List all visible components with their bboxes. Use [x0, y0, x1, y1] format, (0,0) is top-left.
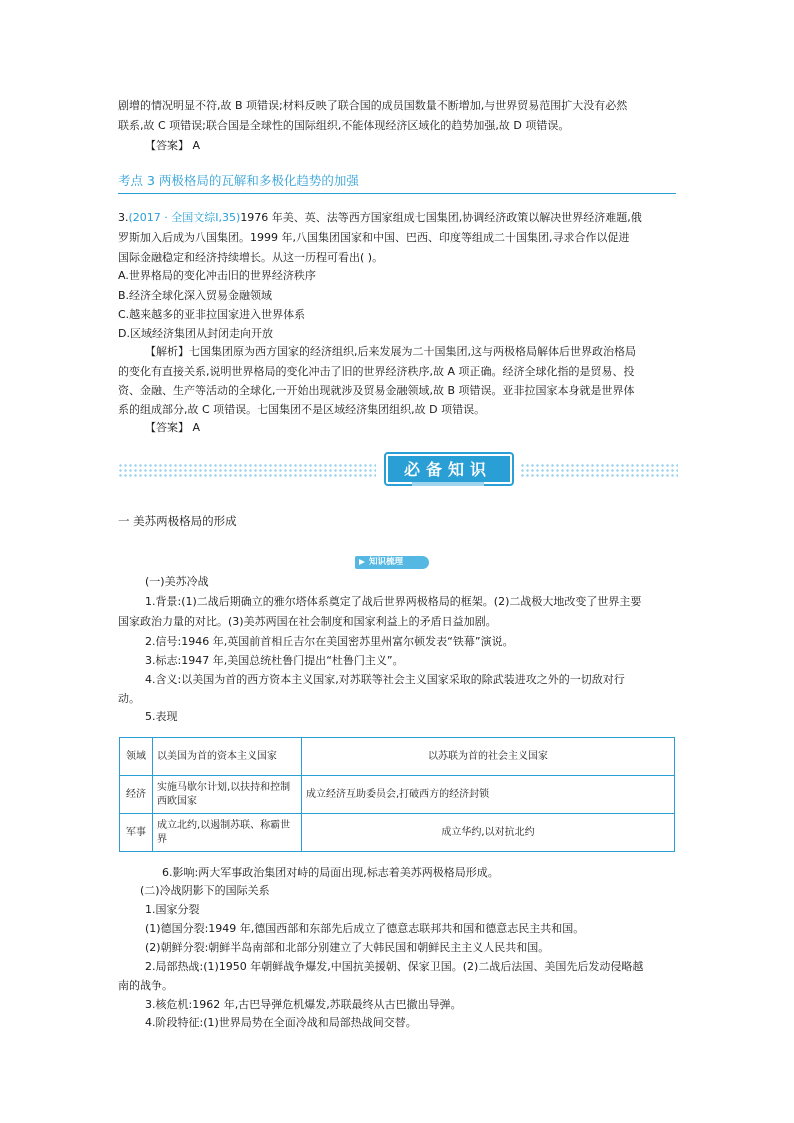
- knowledge-item: 3.标志:1947 年,美国总统杜鲁门提出“杜鲁门主义”。: [145, 654, 404, 667]
- part-title: 一 美苏两极格局的形成: [118, 514, 237, 528]
- section-heading: 考点 3 两极格局的瓦解和多极化趋势的加强: [118, 172, 676, 194]
- table-cell: 以苏联为首的社会主义国家: [302, 738, 675, 776]
- analysis-line: 系的组成部分,故 C 项错误。七国集团不是区域经济集团组织,故 D 项错误。: [118, 403, 486, 416]
- table-cell: 成立经济互助委员会,打破西方的经济封锁: [302, 776, 675, 814]
- table-cell: 以美国为首的资本主义国家: [153, 738, 302, 776]
- section-banner: [378, 452, 518, 488]
- analysis-line: 资、金融、生产等活动的全球化,一开始出现就涉及贸易金融领域,故 B 项错误。亚非拉国家本身就是世界体: [118, 384, 635, 397]
- knowledge-item: (2)朝鲜分裂:朝鲜半岛南部和北部分别建立了大韩民国和朝鲜民主主义人民共和国。: [145, 941, 550, 954]
- divider-dots-right: [520, 463, 678, 477]
- table-row: [120, 738, 675, 776]
- play-icon: [359, 559, 365, 565]
- knowledge-item: 1.国家分裂: [145, 903, 200, 916]
- subsection-title: (二)冷战阴影下的国际关系: [140, 884, 270, 897]
- knowledge-item: 3.核危机:1962 年,古巴导弹危机爆发,苏联最终从古巴撤出导弹。: [145, 998, 462, 1011]
- table-cell: 实施马歇尔计划,以扶持和控制西欧国家: [153, 776, 302, 814]
- knowledge-item: (1)德国分裂:1949 年,德国西部和东部先后成立了德意志联邦共和国和德意志民主共和国。: [145, 922, 585, 935]
- answer-label: 【答案】 A: [145, 421, 201, 434]
- question-stem-line: 国际金融稳定和经济持续增长。从这一历程可看出( )。: [118, 251, 384, 264]
- table-cell: 成立华约,以对抗北约: [302, 814, 675, 852]
- table-cell: 成立北约,以遏制苏联、称霸世界: [153, 814, 302, 852]
- analysis-line: 的变化有直接关系,说明世界格局的变化冲击了旧的世界经济秩序,故 A 项正确。经济全球化指的是贸易、投: [118, 365, 635, 378]
- knowledge-item: 1.背景:(1)二战后期确立的雅尔塔体系奠定了战后世界两极格局的框架。(2)二战极大地改变了世界主要: [145, 595, 642, 608]
- knowledge-item: 南的战争。: [118, 979, 173, 992]
- knowledge-item: 2.局部热战:(1)1950 年朝鲜战争爆发,中国抗美援朝、保家卫国。(2)二战后法国、美国先后发动侵略越: [145, 960, 644, 973]
- divider-dots-left: [118, 463, 376, 477]
- banner-foot: [412, 482, 484, 486]
- analysis-line: 【解析】七国集团原为西方国家的经济组织,后来发展为二十国集团,这与两极格局解体后世界政治格局: [145, 345, 636, 358]
- table-cell: 经济: [120, 776, 153, 814]
- question-number: 3.: [118, 211, 129, 224]
- analysis-line: 剧增的情况明显不符,故 B 项错误;材料反映了联合国的成员国数量不断增加,与世界贸易范围扩大没有必然: [118, 99, 628, 112]
- question-stem-text: 1976 年美、英、法等西方国家组成七国集团,协调经济政策以解决世界经济难题,俄: [240, 211, 642, 224]
- knowledge-item: 动。: [118, 692, 140, 705]
- table-cell: 军事: [120, 814, 153, 852]
- knowledge-item: 2.信号:1946 年,英国前首相丘吉尔在美国密苏里州富尔顿发表“铁幕”演说。: [145, 635, 514, 648]
- knowledge-item: 6.影响:两大军事政治集团对峙的局面出现,标志着美苏两极格局形成。: [162, 866, 499, 879]
- knowledge-item: 4.阶段特征:(1)世界局势在全面冷战和局部热战间交替。: [145, 1016, 417, 1029]
- option-d: D.区域经济集团从封闭走向开放: [118, 327, 273, 340]
- knowledge-badge: [355, 556, 433, 569]
- knowledge-item: 5.表现: [145, 710, 178, 723]
- question-stem-line: 罗斯加入后成为八国集团。1999 年,八国集团国家和中国、巴西、印度等组成二十国集团,寻求合作以促进: [118, 231, 630, 244]
- table-row: [120, 776, 675, 814]
- comparison-table: [119, 737, 675, 852]
- table-row: [120, 814, 675, 852]
- knowledge-item: 4.含义:以美国为首的西方资本主义国家,对苏联等社会主义国家采取的除武装进攻之外的一切敌对行: [145, 673, 625, 686]
- question-stem: [118, 208, 678, 228]
- knowledge-item: 国家政治力量的对比。(3)美苏两国在社会制度和国家利益上的矛盾日益加剧。: [118, 615, 497, 628]
- banner-title: 必备知识: [403, 460, 492, 479]
- analysis-line: 联系,故 C 项错误;联合国是全球性的国际组织,不能体现经济区域化的趋势加强,故 D 项错误。: [118, 119, 570, 132]
- subsection-title: (一)美苏冷战: [145, 575, 209, 588]
- badge-label: 知识梳理: [369, 557, 404, 567]
- table-cell: 领域: [120, 738, 153, 776]
- question-source-link[interactable]: (2017 · 全国文综Ⅰ,35): [128, 211, 241, 224]
- option-a: A.世界格局的变化冲击旧的世界经济秩序: [118, 269, 316, 282]
- answer-label: 【答案】 A: [145, 139, 201, 152]
- option-b: B.经济全球化深入贸易金融领域: [118, 289, 273, 302]
- option-c: C.越来越多的亚非拉国家进入世界体系: [118, 308, 306, 321]
